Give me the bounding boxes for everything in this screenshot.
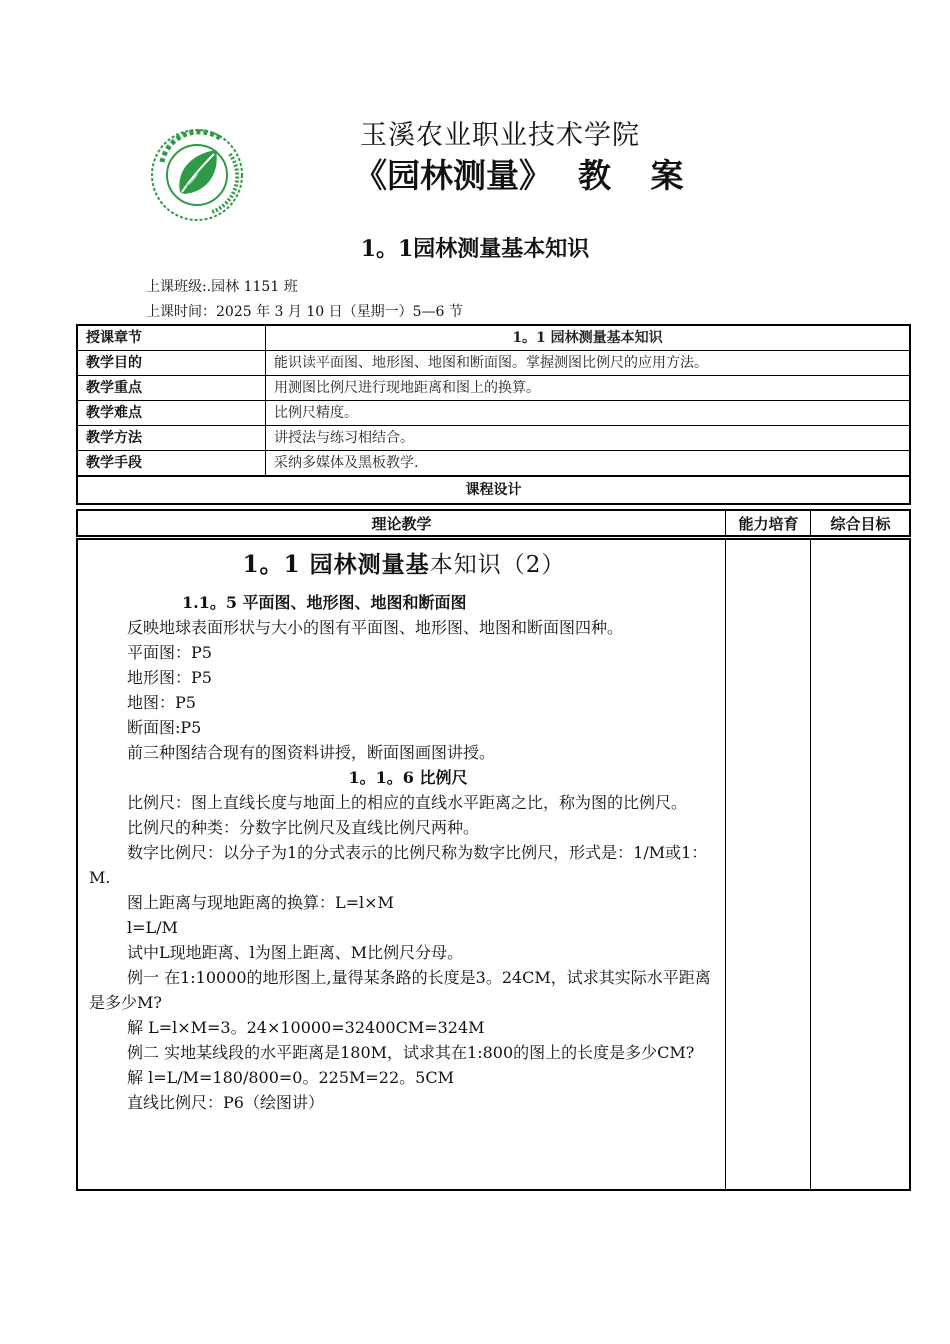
column-header-row bbox=[76, 509, 911, 537]
formula: l=L/M bbox=[127, 918, 178, 937]
paragraph: 直线比例尺：P6（绘图讲） bbox=[127, 1093, 324, 1112]
lesson-subject: 1。1园林测量基本知识 bbox=[360, 236, 590, 262]
paragraph: 试中L现地距离、l为图上距离、M比例尺分母。 bbox=[127, 943, 464, 962]
paragraph: 反映地球表面形状与大小的图有平面图、地形图、地图和断面图四种。 bbox=[127, 618, 624, 637]
lesson-body bbox=[76, 538, 911, 1191]
info-label: 教学手段 bbox=[77, 451, 266, 477]
column-goal: 综合目标 bbox=[810, 511, 910, 535]
example: 例一 在1:10000的地形图上,量得某条路的长度是3。24CM，试求其实际水平距离是多少M? bbox=[89, 968, 711, 1012]
info-row bbox=[77, 351, 910, 376]
info-row bbox=[77, 325, 910, 351]
column-divider bbox=[725, 540, 726, 1189]
paragraph: 断面图:P5 bbox=[127, 718, 202, 737]
formula: 图上距离与现地距离的换算：L=l×M bbox=[127, 893, 394, 912]
info-value: 1。1 园林测量基本知识 bbox=[266, 325, 911, 351]
document-title bbox=[354, 150, 698, 197]
info-row bbox=[77, 401, 910, 426]
info-value: 采纳多媒体及黑板教学. bbox=[266, 451, 911, 477]
info-row bbox=[77, 451, 910, 477]
course-title: 《园林测量》 bbox=[354, 156, 552, 195]
lesson-title-bold: 1。1 园林测量基 bbox=[242, 551, 430, 578]
info-value: 用测图比例尺进行现地距离和图上的换算。 bbox=[266, 376, 911, 401]
info-row bbox=[77, 376, 910, 401]
lesson-info-table bbox=[76, 324, 911, 505]
section-heading: 1。1。6 比例尺 bbox=[348, 768, 468, 787]
paragraph: 数字比例尺：以分子为1的分式表示的比例尺称为数字比例尺，形式是：1/M或1：M. bbox=[89, 843, 708, 887]
info-label: 教学目的 bbox=[77, 351, 266, 376]
info-value: 能识读平面图、地形图、地图和断面图。掌握测图比例尺的应用方法。 bbox=[266, 351, 911, 376]
solution: 解 l=L/M=180/800=0。225M=22。5CM bbox=[127, 1068, 454, 1087]
info-label: 教学方法 bbox=[77, 426, 266, 451]
info-row bbox=[77, 426, 910, 451]
paragraph: 比例尺：图上直线长度与地面上的相应的直线水平距离之比，称为图的比例尺。 bbox=[127, 793, 688, 812]
paragraph: 比例尺的种类：分数字比例尺及直线比例尺两种。 bbox=[127, 818, 480, 837]
theory-content bbox=[89, 548, 719, 1115]
column-ability: 能力培育 bbox=[725, 511, 811, 535]
solution: 解 L=l×M=3。24×10000=32400CM=324M bbox=[127, 1018, 485, 1037]
column-theory: 理论教学 bbox=[371, 515, 432, 533]
column-divider bbox=[810, 540, 811, 1189]
info-value: 讲授法与练习相结合。 bbox=[266, 426, 911, 451]
lesson-title bbox=[89, 548, 719, 582]
section-heading: 1.1。5 平面图、地形图、地图和断面图 bbox=[182, 593, 467, 612]
paragraph: 前三种图结合现有的图资料讲授，断面图画图讲授。 bbox=[127, 743, 496, 762]
design-label: 课程设计 bbox=[77, 476, 910, 504]
info-value: 比例尺精度。 bbox=[266, 401, 911, 426]
example: 例二 实地某线段的水平距离是180M，试求其在1:800的图上的长度是多少CM? bbox=[127, 1043, 695, 1062]
paragraph: 平面图：P5 bbox=[127, 643, 212, 662]
paragraph: 地图：P5 bbox=[127, 693, 196, 712]
time-info: 上课时间：2025 年 3 月 10 日（星期一）5—6 节 bbox=[146, 304, 463, 320]
school-name: 玉溪农业职业技术学院 bbox=[360, 120, 640, 151]
paragraph: 地形图：P5 bbox=[127, 668, 212, 687]
school-logo bbox=[150, 128, 245, 223]
info-label: 教学重点 bbox=[77, 376, 266, 401]
design-row bbox=[77, 476, 910, 504]
class-info: 上课班级:.园林 1151 班 bbox=[146, 279, 298, 295]
info-label: 教学难点 bbox=[77, 401, 266, 426]
doc-type: 教 案 bbox=[578, 156, 698, 195]
info-label: 授课章节 bbox=[77, 325, 266, 351]
lesson-title-rest: 本知识（2） bbox=[429, 552, 566, 578]
